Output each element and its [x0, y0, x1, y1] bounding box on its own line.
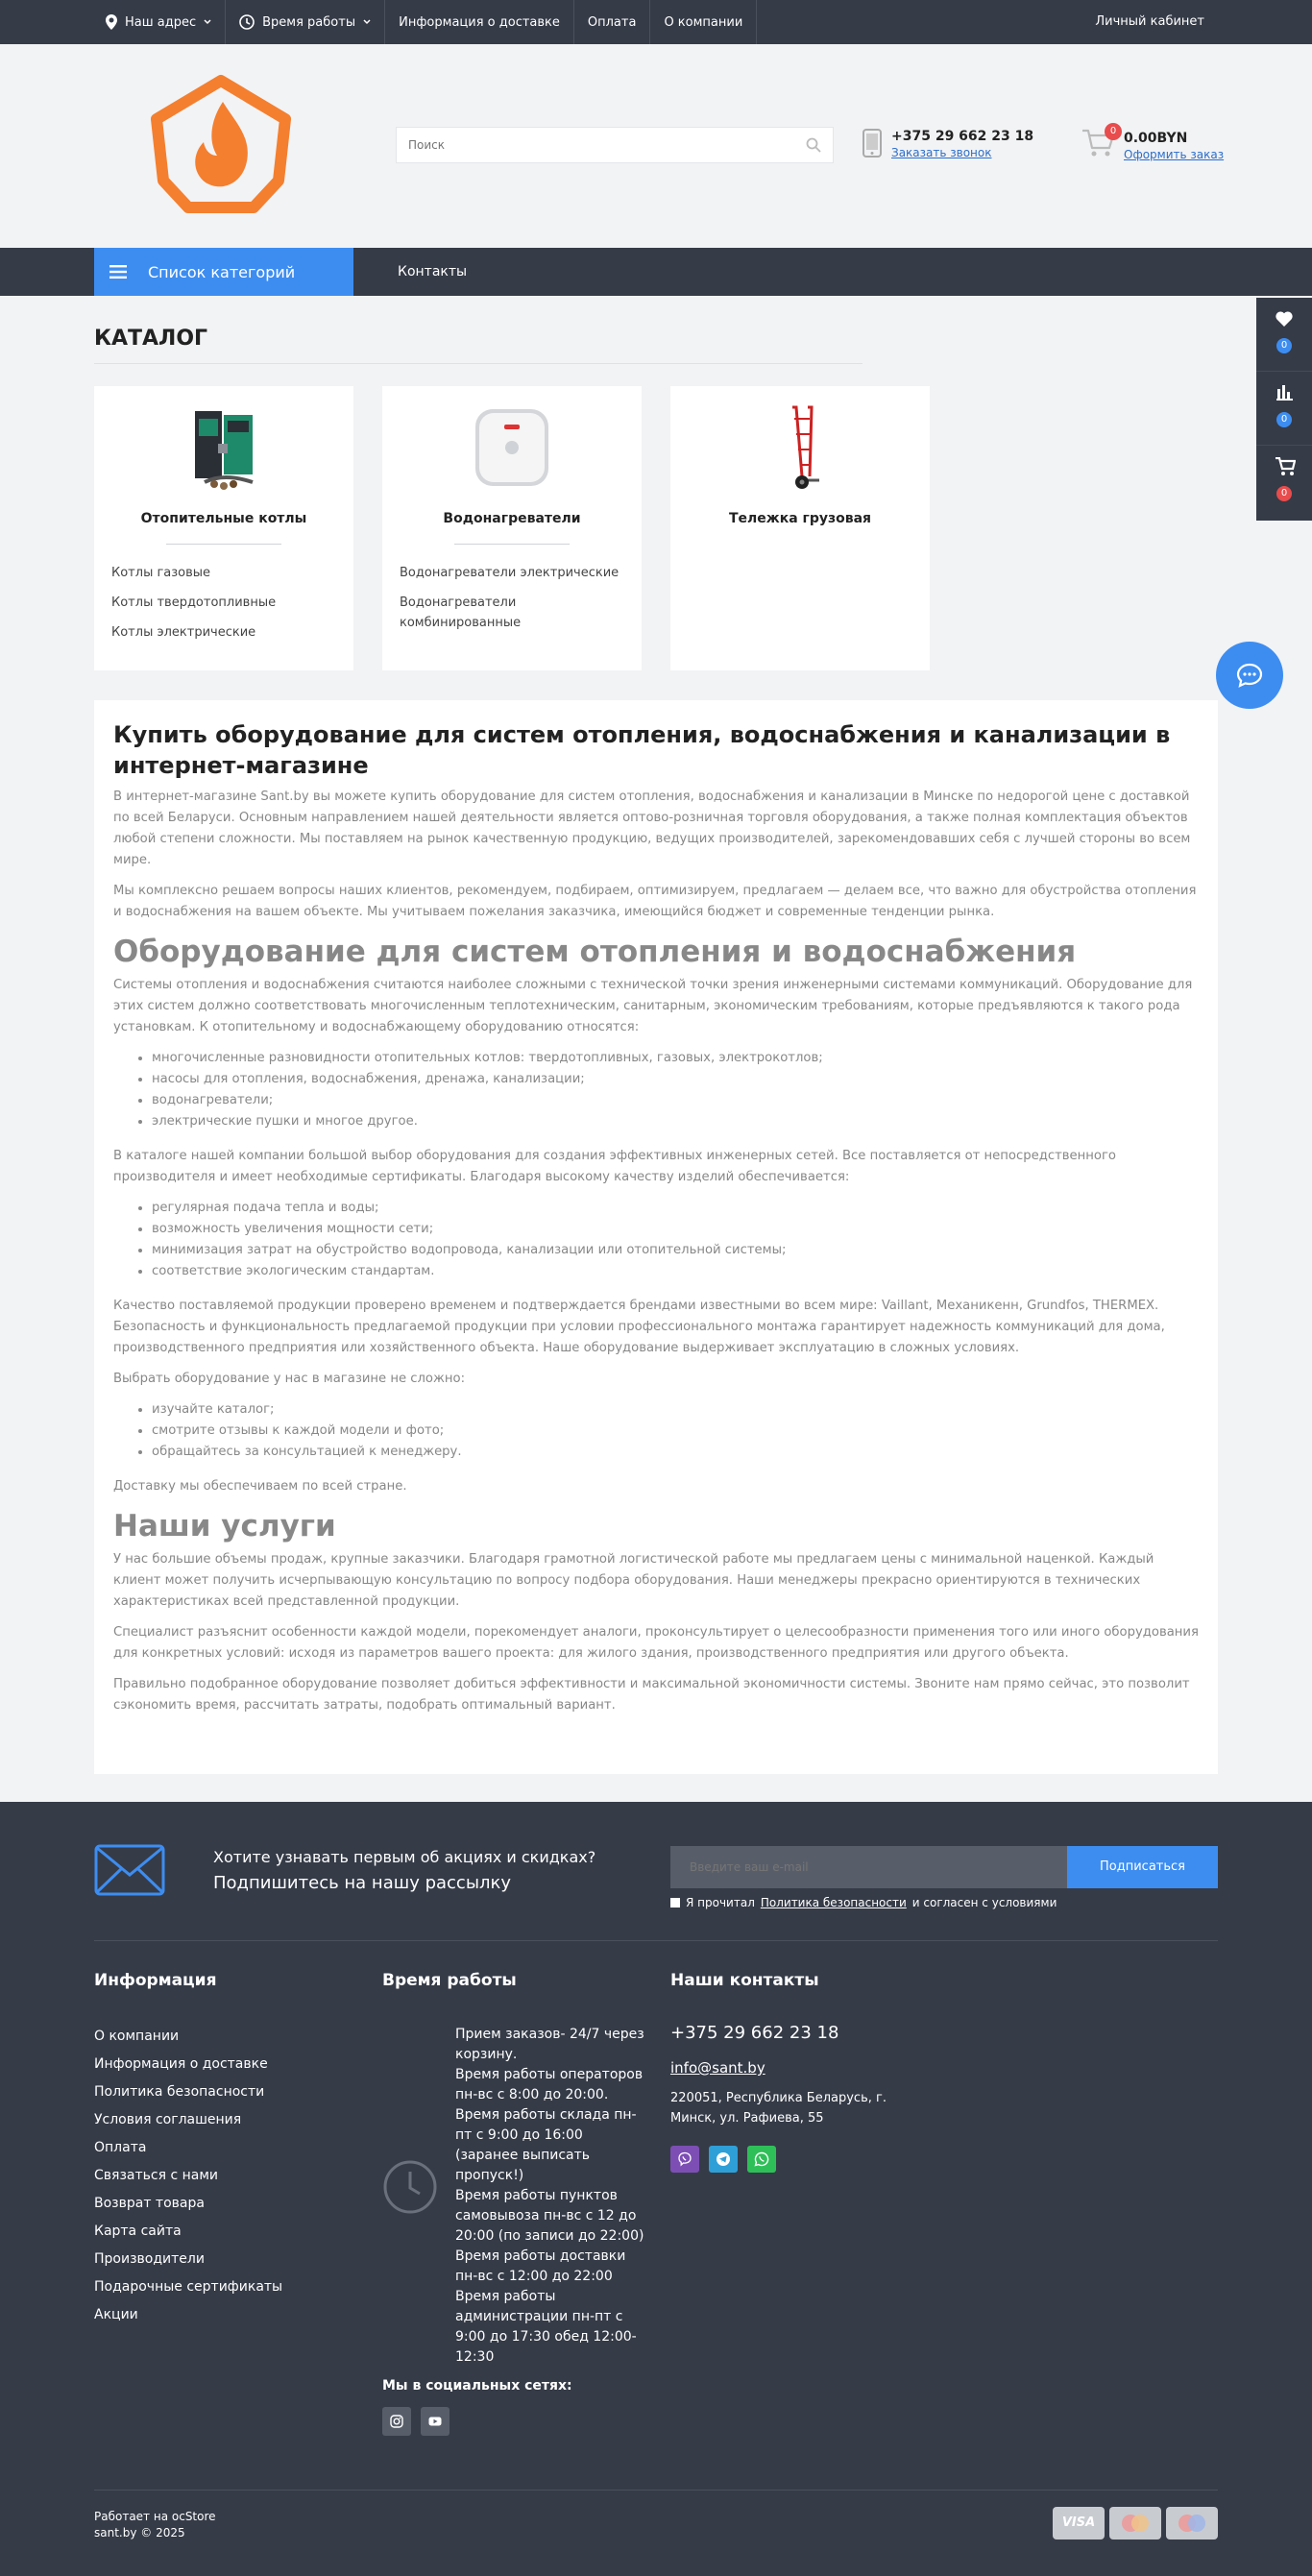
- hours-line: Время работы доставки пн-вс с 12:00 до 22:00: [455, 2248, 626, 2284]
- account-link[interactable]: Личный кабинет: [1095, 14, 1204, 29]
- footer: [0, 1802, 1312, 2576]
- payment-label: Оплата: [587, 14, 637, 30]
- instagram-icon: [390, 2415, 403, 2428]
- subcategory-link[interactable]: Водонагреватели комбинированные: [400, 595, 522, 630]
- delivery-link[interactable]: [385, 0, 574, 44]
- hours-line: Время работы склада пн-пт с 9:00 до 16:00 (заранее выписать пропуск!): [455, 2107, 637, 2183]
- seo-subheading: Оборудование для систем отопления и водоснабжения: [113, 935, 1077, 969]
- wishlist-button[interactable]: [1256, 298, 1312, 372]
- callback-link[interactable]: Заказать звонок: [891, 146, 992, 159]
- copyright-text: sant.by © 2025: [94, 2526, 185, 2540]
- list-item: • многочисленные разновидности отопительных котлов: твердотопливных, газовых, электрокотлов;: [152, 1048, 1199, 1069]
- youtube-button[interactable]: [421, 2407, 449, 2436]
- address-menu[interactable]: [94, 0, 226, 44]
- contacts-heading: Наши контакты: [670, 1971, 819, 1990]
- telegram-button[interactable]: [709, 2146, 738, 2173]
- telegram-icon: [716, 2151, 731, 2167]
- location-pin-icon: [106, 14, 117, 30]
- category-list-button[interactable]: [94, 248, 353, 296]
- viber-button[interactable]: [670, 2146, 699, 2173]
- subcategory-link[interactable]: Котлы газовые: [111, 566, 211, 580]
- top-bar: [0, 0, 1312, 44]
- chevron-down-icon: [363, 19, 371, 25]
- card-divider: [454, 544, 570, 545]
- list-item: • насосы для отопления, водоснабжения, дренажа, канализации;: [152, 1069, 1199, 1090]
- address-label: Наш адрес: [125, 14, 197, 30]
- main-menu-bar: [0, 248, 1312, 296]
- footer-link[interactable]: Акции: [94, 2307, 138, 2322]
- seo-paragraph: Правильно подобранное оборудование позволяет добиться эффективности и максимальной экономичности системы. Звоните нам прямо сейчас, это позволит сэкономить время, рассчитать затраты, подобрать оптимальный вариант.: [113, 1677, 1190, 1713]
- catalog-divider: [94, 363, 863, 364]
- side-cart-count-badge: 0: [1276, 486, 1292, 501]
- seo-paragraph: Выбрать оборудование у нас в магазине не сложно:: [113, 1372, 466, 1386]
- hand-truck-image: [752, 405, 848, 492]
- about-label: О компании: [664, 14, 743, 30]
- newsletter-tagline: Хотите узнавать первым об акциях и скидках?: [213, 1848, 596, 1866]
- seo-paragraph: Доставку мы обеспечиваем по всей стране.: [113, 1479, 407, 1494]
- cart-sum: 0.00BYN: [1124, 131, 1188, 146]
- info-links: [94, 2023, 282, 2329]
- instagram-button[interactable]: [382, 2407, 411, 2436]
- info-heading: Информация: [94, 1971, 217, 1990]
- list-item: • водонагреватели;: [152, 1090, 1199, 1111]
- boiler-image: [176, 405, 272, 492]
- footer-link[interactable]: Условия соглашения: [94, 2112, 242, 2127]
- privacy-checkbox[interactable]: [670, 1898, 680, 1908]
- bar-chart-icon: [1275, 383, 1294, 402]
- seo-paragraph: Специалист разъяснит особенности каждой модели, порекомендует аналоги, проконсультирует о целесообразности применения того или иного оборудования для конкретных условий: исходя из параметров вашего проекта: для жилого здания, производственного предприятия или другого объекта.: [113, 1625, 1199, 1661]
- seo-paragraph: В интернет-магазине Sant.by вы можете купить оборудование для систем отопления, водоснабжения и канализации в Минске по недорогой цене с доставкой по всей Беларуси. Основным направлением нашей деятельности является оптово-розничная торговля оборудования, а также полная комплектация объектов любой степени сложности. Мы поставляем на рынок качественную продукцию, ведущих производителей, зарекомендовавших себя с лучшей стороны во всем мире.: [113, 790, 1191, 867]
- footer-link[interactable]: Информация о доставке: [94, 2056, 268, 2072]
- seo-text-block: [94, 700, 1218, 1774]
- seo-list: [152, 1399, 1199, 1463]
- hamburger-icon: [109, 265, 127, 279]
- whatsapp-button[interactable]: [747, 2146, 776, 2173]
- hours-line: Время работы операторов пн-вс с 8:00 до 20:00.: [455, 2067, 644, 2102]
- footer-phone[interactable]: +375 29 662 23 18: [670, 2023, 839, 2043]
- top-nav: [94, 0, 757, 44]
- footer-address: 220051, Республика Беларусь, г. Минск, ул. Рафиева, 55: [670, 2091, 887, 2126]
- footer-link[interactable]: Связаться с нами: [94, 2168, 218, 2183]
- newsletter-email-input[interactable]: [670, 1846, 1067, 1888]
- search-input[interactable]: [397, 128, 781, 162]
- side-toolbar: [1256, 298, 1312, 521]
- delivery-label: Информация о доставке: [399, 14, 560, 30]
- category-name[interactable]: Отопительные котлы: [140, 511, 307, 526]
- hours-line: Время работы администрации пн-пт с 9:00 до 17:30 обед 12:00-12:30: [455, 2289, 637, 2365]
- envelope-icon: [94, 1844, 165, 1896]
- category-card-water-heaters[interactable]: [382, 386, 642, 670]
- clock-icon: [382, 2159, 438, 2215]
- hours-line: Прием заказов- 24/7 через корзину.: [455, 2027, 644, 2062]
- side-cart-button[interactable]: [1256, 446, 1312, 520]
- cart-block[interactable]: [1081, 126, 1225, 161]
- viber-icon: [677, 2151, 692, 2167]
- clock-icon: [239, 14, 255, 30]
- category-card-boilers[interactable]: [94, 386, 353, 670]
- list-item: • минимизация затрат на обустройство водопровода, канализации или отопительной системы;: [152, 1240, 1199, 1261]
- footer-link[interactable]: Возврат товара: [94, 2196, 205, 2211]
- list-item: • обращайтесь за консультацией к менеджеру.: [152, 1442, 1199, 1463]
- site-logo[interactable]: [146, 73, 296, 217]
- seo-paragraph: В каталоге нашей компании большой выбор оборудования для создания эффективных инженерных сетей. Все поставляется от непосредственного производителя и имеет необходимые сертификаты. Благодаря высокому качеству изделий обеспечивается:: [113, 1149, 1116, 1184]
- hours-heading: Время работы: [382, 1971, 517, 1990]
- subscribe-button[interactable]: Подписаться: [1067, 1846, 1218, 1888]
- powered-by: [94, 2509, 216, 2541]
- mastercard-logo: [1109, 2507, 1161, 2540]
- list-item: • возможность увеличения мощности сети;: [152, 1219, 1199, 1240]
- checkout-link[interactable]: Оформить заказ: [1124, 148, 1225, 161]
- mastercard-icon: [1109, 2507, 1161, 2540]
- footer-divider: [94, 1940, 1218, 1941]
- payment-link[interactable]: [574, 0, 651, 44]
- subcategory-list: [400, 563, 630, 643]
- social-heading: Мы в социальных сетях:: [382, 2378, 572, 2394]
- header: [0, 44, 1312, 248]
- chevron-down-icon: [204, 19, 211, 25]
- water-heater-image: [464, 405, 560, 492]
- search-box: [396, 127, 834, 163]
- agree-text-post: и согласен с условиями: [911, 1896, 1057, 1909]
- menu-contacts-link[interactable]: Контакты: [398, 264, 468, 279]
- about-link[interactable]: [650, 0, 757, 44]
- cart-count-badge: 0: [1105, 123, 1122, 140]
- list-item: • соответствие экологическим стандартам.: [152, 1261, 1199, 1282]
- card-divider: [166, 544, 281, 545]
- footer-link[interactable]: Производители: [94, 2251, 205, 2267]
- footer-email-link[interactable]: info@sant.by: [670, 2059, 765, 2077]
- list-item: • регулярная подача тепла и воды;: [152, 1198, 1199, 1219]
- wishlist-count-badge: 0: [1276, 338, 1292, 353]
- subcategory-link[interactable]: Котлы твердотопливные: [111, 595, 277, 610]
- visa-label: VISA: [1061, 2515, 1096, 2530]
- hours-menu[interactable]: [226, 0, 385, 44]
- compare-button[interactable]: [1256, 372, 1312, 446]
- agree-text-pre: Я прочитал: [686, 1896, 755, 1909]
- category-name[interactable]: Водонагреватели: [443, 511, 581, 526]
- working-hours: [455, 2025, 647, 2368]
- footer-bottom-divider: [94, 2490, 1218, 2491]
- header-phone[interactable]: +375 29 662 23 18: [891, 129, 1034, 144]
- chat-button[interactable]: [1216, 642, 1283, 709]
- chat-bubble-icon: [1236, 662, 1263, 689]
- footer-link[interactable]: Подарочные сертификаты: [94, 2279, 283, 2295]
- privacy-policy-link[interactable]: Политика безопасности: [760, 1896, 907, 1909]
- subcategory-link[interactable]: Котлы электрические: [111, 625, 256, 640]
- footer-link[interactable]: Карта сайта: [94, 2224, 182, 2239]
- privacy-agreement: [670, 1896, 1057, 1909]
- seo-subheading: Наши услуги: [113, 1509, 336, 1543]
- whatsapp-icon: [754, 2151, 769, 2167]
- compare-count-badge: 0: [1276, 412, 1292, 427]
- list-item: • электрические пушки и многое другое.: [152, 1111, 1199, 1132]
- youtube-icon: [428, 2415, 442, 2428]
- maestro-logo: [1166, 2507, 1218, 2540]
- footer-link[interactable]: О компании: [94, 2029, 180, 2044]
- hours-line: Время работы пунктов самовывоза пн-вс с 12 до 20:00 (по записи до 22:00): [455, 2188, 644, 2244]
- maestro-icon: [1166, 2507, 1218, 2540]
- powered-by-text: Работает на ocStore: [94, 2510, 216, 2523]
- footer-link[interactable]: Политика безопасности: [94, 2084, 265, 2100]
- seo-list: [152, 1048, 1199, 1132]
- heart-icon: [1275, 309, 1294, 328]
- seo-paragraph: Мы комплексно решаем вопросы наших клиентов, рекомендуем, подбираем, оптимизируем, предлагаем — делаем все, что важно для обустройства отопления и водоснабжения на вашем объекте. Мы учитываем пожелания заказчика, имеющийся бюджет и современные тенденции рынка.: [113, 884, 1197, 919]
- phone-block: [863, 129, 1034, 161]
- category-list-label: Список категорий: [148, 262, 296, 281]
- seo-paragraph: Системы отопления и водоснабжения считаются наиболее сложными с технической точки зрения инженерными системами коммуникаций. Оборудование для этих систем должно соответствовать многочисленным теплотехническим, санитарным, экономическим требованиям, которые предъявляются к такого рода установкам. К отопительному и водоснабжающему оборудованию относятся:: [113, 978, 1193, 1034]
- category-card-cart-trolley[interactable]: [670, 386, 930, 670]
- subcategory-link[interactable]: Водонагреватели электрические: [400, 566, 620, 580]
- visa-icon: [1053, 2507, 1105, 2540]
- list-item: • изучайте каталог;: [152, 1399, 1199, 1421]
- search-icon[interactable]: [806, 137, 821, 153]
- newsletter-title: Подпишитесь на нашу рассылку: [213, 1873, 512, 1893]
- subcategory-list: [111, 563, 342, 652]
- category-name[interactable]: Тележка грузовая: [728, 511, 872, 526]
- seo-list: [152, 1198, 1199, 1282]
- mobile-phone-icon: [863, 129, 882, 158]
- cart-icon: [1275, 457, 1296, 476]
- list-item: • смотрите отзывы к каждой модели и фото;: [152, 1421, 1199, 1442]
- footer-link[interactable]: Оплата: [94, 2140, 147, 2155]
- hours-label: Время работы: [262, 14, 356, 30]
- seo-heading: Купить оборудование для систем отопления, водоснабжения и канализации в интернет-магазине: [113, 721, 1171, 779]
- seo-paragraph: У нас большие объемы продаж, крупные заказчики. Благодаря грамотной логистической работе мы предлагаем цены с минимальной наценкой. Каждый клиент может получить исчерпывающую консультацию по вопросу подбора оборудования. Наши менеджеры прекрасно ориентируются в технических характеристиках всей представленной продукции.: [113, 1552, 1154, 1609]
- catalog-title: КАТАЛОГ: [94, 327, 208, 351]
- seo-paragraph: Качество поставляемой продукции проверено временем и подтверждается брендами известными во всем мире: Vaillant, Механикенн, Grundfos, THERMEX. Безопасность и функциональность предлагаемой продукции при условии профессионального монтажа гарантирует надежность коммуникаций для дома, производственного предприятия или хозяйственного объекта. Наше оборудование выдерживает эксплуатацию в сложных условиях.: [113, 1299, 1165, 1355]
